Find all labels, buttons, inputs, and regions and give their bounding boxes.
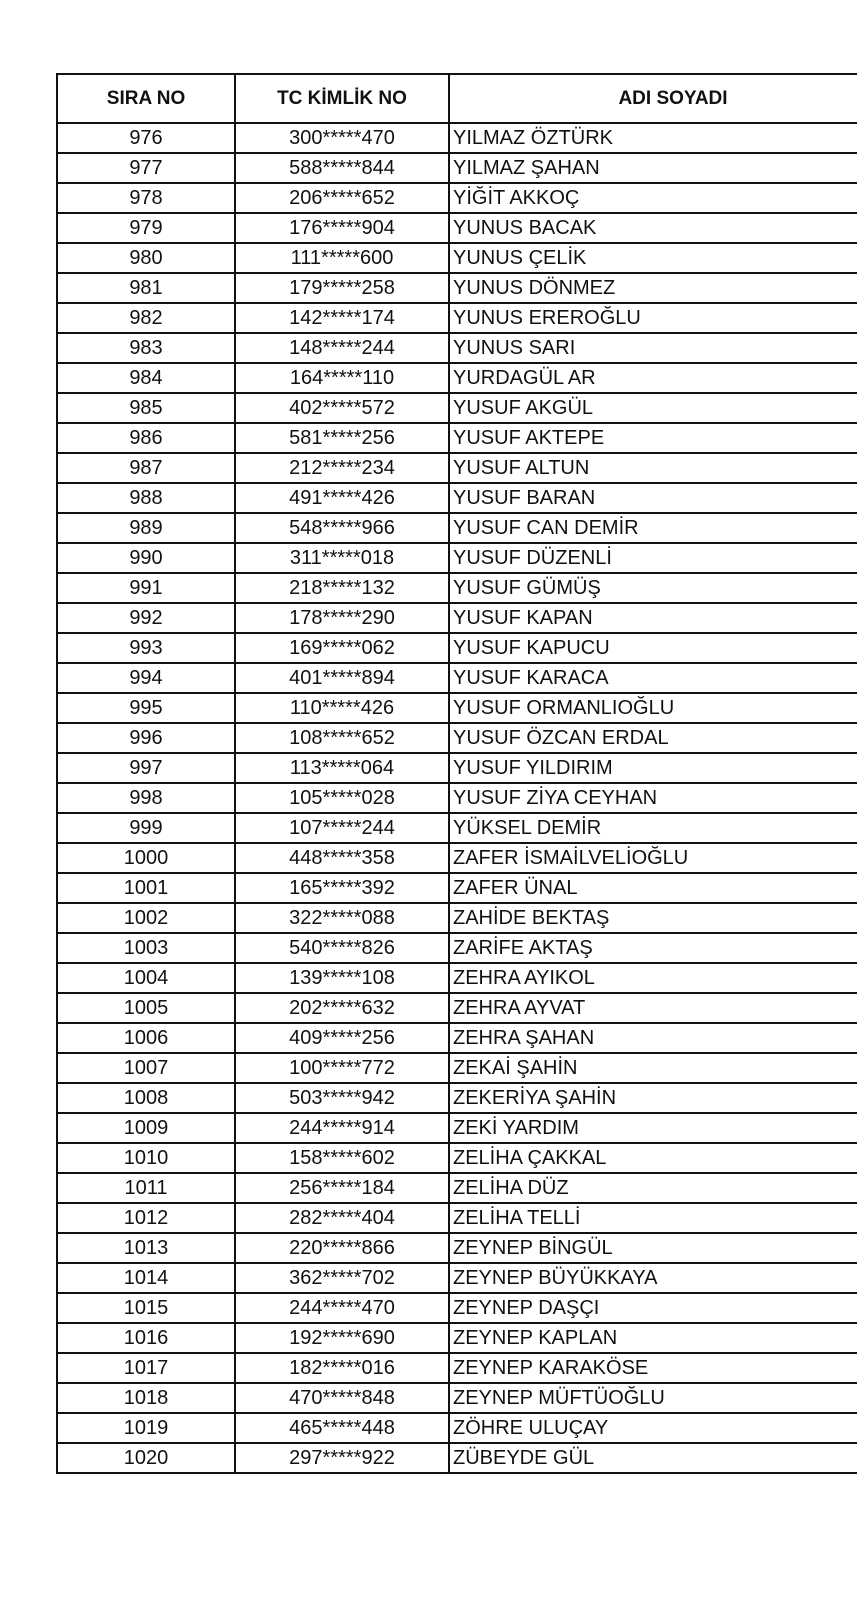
adi-soyadi-cell: YILMAZ ŞAHAN — [449, 153, 857, 183]
tc-kimlik-no-cell: 362*****702 — [235, 1263, 449, 1293]
sira-no-cell: 987 — [57, 453, 235, 483]
sira-no-cell: 998 — [57, 783, 235, 813]
adi-soyadi-cell: YUSUF GÜMÜŞ — [449, 573, 857, 603]
sira-no-cell: 1010 — [57, 1143, 235, 1173]
sira-no-cell: 981 — [57, 273, 235, 303]
tc-kimlik-no-cell: 282*****404 — [235, 1203, 449, 1233]
header-tc-kimlik-no: TC KİMLİK NO — [235, 74, 449, 123]
tc-kimlik-no-cell: 100*****772 — [235, 1053, 449, 1083]
table-row — [57, 1173, 857, 1203]
adi-soyadi-cell: YILMAZ ÖZTÜRK — [449, 123, 857, 153]
adi-soyadi-cell: ZÖHRE ULUÇAY — [449, 1413, 857, 1443]
table-row — [57, 1203, 857, 1233]
adi-soyadi-cell: YUSUF AKTEPE — [449, 423, 857, 453]
adi-soyadi-cell: ZEKİ YARDIM — [449, 1113, 857, 1143]
table-row — [57, 1383, 857, 1413]
tc-kimlik-no-cell: 148*****244 — [235, 333, 449, 363]
sira-no-cell: 995 — [57, 693, 235, 723]
tc-kimlik-no-cell: 244*****470 — [235, 1293, 449, 1323]
table-row — [57, 453, 857, 483]
tc-kimlik-no-cell: 470*****848 — [235, 1383, 449, 1413]
tc-kimlik-no-cell: 169*****062 — [235, 633, 449, 663]
adi-soyadi-cell: YUNUS DÖNMEZ — [449, 273, 857, 303]
adi-soyadi-cell: YUSUF ÖZCAN ERDAL — [449, 723, 857, 753]
tc-kimlik-no-cell: 164*****110 — [235, 363, 449, 393]
tc-kimlik-no-cell: 212*****234 — [235, 453, 449, 483]
table-row — [57, 993, 857, 1023]
adi-soyadi-cell: YUSUF KAPAN — [449, 603, 857, 633]
tc-kimlik-no-cell: 107*****244 — [235, 813, 449, 843]
tc-kimlik-no-cell: 158*****602 — [235, 1143, 449, 1173]
adi-soyadi-cell: YUSUF ALTUN — [449, 453, 857, 483]
sira-no-cell: 1005 — [57, 993, 235, 1023]
header-sira-no: SIRA NO — [57, 74, 235, 123]
tc-kimlik-no-cell: 588*****844 — [235, 153, 449, 183]
tc-kimlik-no-cell: 402*****572 — [235, 393, 449, 423]
sira-no-cell: 982 — [57, 303, 235, 333]
table-row — [57, 963, 857, 993]
table-row — [57, 543, 857, 573]
table-row — [57, 663, 857, 693]
table-row — [57, 1353, 857, 1383]
sira-no-cell: 988 — [57, 483, 235, 513]
table-row — [57, 1413, 857, 1443]
table-container — [56, 73, 857, 1474]
tc-kimlik-no-cell: 176*****904 — [235, 213, 449, 243]
tc-kimlik-no-cell: 297*****922 — [235, 1443, 449, 1473]
sira-no-cell: 990 — [57, 543, 235, 573]
table-row — [57, 813, 857, 843]
sira-no-cell: 992 — [57, 603, 235, 633]
adi-soyadi-cell: YİĞİT AKKOÇ — [449, 183, 857, 213]
tc-kimlik-no-cell: 448*****358 — [235, 843, 449, 873]
table-row — [57, 213, 857, 243]
tc-kimlik-no-cell: 165*****392 — [235, 873, 449, 903]
sira-no-cell: 1019 — [57, 1413, 235, 1443]
header-row — [57, 74, 857, 123]
table-row — [57, 573, 857, 603]
table-row — [57, 633, 857, 663]
adi-soyadi-cell: ZEHRA ŞAHAN — [449, 1023, 857, 1053]
sira-no-cell: 989 — [57, 513, 235, 543]
table-row — [57, 783, 857, 813]
sira-no-cell: 1006 — [57, 1023, 235, 1053]
adi-soyadi-cell: YUSUF ZİYA CEYHAN — [449, 783, 857, 813]
sira-no-cell: 985 — [57, 393, 235, 423]
sira-no-cell: 1012 — [57, 1203, 235, 1233]
table-row — [57, 1143, 857, 1173]
table-row — [57, 513, 857, 543]
sira-no-cell: 1020 — [57, 1443, 235, 1473]
tc-kimlik-no-cell: 105*****028 — [235, 783, 449, 813]
sira-no-cell: 1007 — [57, 1053, 235, 1083]
sira-no-cell: 1008 — [57, 1083, 235, 1113]
sira-no-cell: 991 — [57, 573, 235, 603]
table-row — [57, 1113, 857, 1143]
table-row — [57, 873, 857, 903]
adi-soyadi-cell: YUSUF DÜZENLİ — [449, 543, 857, 573]
table-row — [57, 1323, 857, 1353]
adi-soyadi-cell: ZELİHA TELLİ — [449, 1203, 857, 1233]
adi-soyadi-cell: ZEYNEP MÜFTÜOĞLU — [449, 1383, 857, 1413]
sira-no-cell: 1018 — [57, 1383, 235, 1413]
table-row — [57, 1083, 857, 1113]
tc-kimlik-no-cell: 110*****426 — [235, 693, 449, 723]
sira-no-cell: 1017 — [57, 1353, 235, 1383]
tc-kimlik-no-cell: 491*****426 — [235, 483, 449, 513]
tc-kimlik-no-cell: 465*****448 — [235, 1413, 449, 1443]
sira-no-cell: 986 — [57, 423, 235, 453]
sira-no-cell: 1013 — [57, 1233, 235, 1263]
tc-kimlik-no-cell: 540*****826 — [235, 933, 449, 963]
tc-kimlik-no-cell: 409*****256 — [235, 1023, 449, 1053]
sira-no-cell: 1001 — [57, 873, 235, 903]
sira-no-cell: 1016 — [57, 1323, 235, 1353]
table-row — [57, 333, 857, 363]
adi-soyadi-cell: YUSUF KAPUCU — [449, 633, 857, 663]
adi-soyadi-cell: YURDAGÜL AR — [449, 363, 857, 393]
tc-kimlik-no-cell: 220*****866 — [235, 1233, 449, 1263]
tc-kimlik-no-cell: 503*****942 — [235, 1083, 449, 1113]
sira-no-cell: 1003 — [57, 933, 235, 963]
table-row — [57, 753, 857, 783]
table-header — [57, 74, 857, 123]
sira-no-cell: 977 — [57, 153, 235, 183]
tc-kimlik-no-cell: 206*****652 — [235, 183, 449, 213]
table-row — [57, 843, 857, 873]
tc-kimlik-no-cell: 311*****018 — [235, 543, 449, 573]
table-row — [57, 1023, 857, 1053]
sira-no-cell: 978 — [57, 183, 235, 213]
adi-soyadi-cell: ZEKERİYA ŞAHİN — [449, 1083, 857, 1113]
tc-kimlik-no-cell: 178*****290 — [235, 603, 449, 633]
table-row — [57, 1293, 857, 1323]
tc-kimlik-no-cell: 111*****600 — [235, 243, 449, 273]
tc-kimlik-no-cell: 218*****132 — [235, 573, 449, 603]
sira-no-cell: 979 — [57, 213, 235, 243]
sira-no-cell: 1014 — [57, 1263, 235, 1293]
table-row — [57, 933, 857, 963]
table-row — [57, 1233, 857, 1263]
adi-soyadi-cell: YUNUS SARI — [449, 333, 857, 363]
sira-no-cell: 999 — [57, 813, 235, 843]
sira-no-cell: 1009 — [57, 1113, 235, 1143]
sira-no-cell: 993 — [57, 633, 235, 663]
sira-no-cell: 1000 — [57, 843, 235, 873]
table-body — [57, 123, 857, 1473]
adi-soyadi-cell: ZEYNEP KAPLAN — [449, 1323, 857, 1353]
tc-kimlik-no-cell: 244*****914 — [235, 1113, 449, 1143]
table-row — [57, 303, 857, 333]
adi-soyadi-cell: ZARİFE AKTAŞ — [449, 933, 857, 963]
tc-kimlik-no-cell: 179*****258 — [235, 273, 449, 303]
adi-soyadi-cell: ZÜBEYDE GÜL — [449, 1443, 857, 1473]
tc-kimlik-no-cell: 401*****894 — [235, 663, 449, 693]
sira-no-cell: 997 — [57, 753, 235, 783]
adi-soyadi-cell: YUSUF YILDIRIM — [449, 753, 857, 783]
sira-no-cell: 994 — [57, 663, 235, 693]
table-row — [57, 1263, 857, 1293]
tc-kimlik-no-cell: 142*****174 — [235, 303, 449, 333]
sira-no-cell: 1011 — [57, 1173, 235, 1203]
adi-soyadi-cell: ZEYNEP KARAKÖSE — [449, 1353, 857, 1383]
tc-kimlik-no-cell: 322*****088 — [235, 903, 449, 933]
sira-no-cell: 980 — [57, 243, 235, 273]
tc-kimlik-no-cell: 192*****690 — [235, 1323, 449, 1353]
person-list-table — [56, 73, 857, 1474]
adi-soyadi-cell: YUSUF AKGÜL — [449, 393, 857, 423]
tc-kimlik-no-cell: 256*****184 — [235, 1173, 449, 1203]
table-row — [57, 153, 857, 183]
table-row — [57, 1443, 857, 1473]
adi-soyadi-cell: ZEHRA AYIKOL — [449, 963, 857, 993]
table-row — [57, 693, 857, 723]
table-row — [57, 183, 857, 213]
table-row — [57, 243, 857, 273]
tc-kimlik-no-cell: 182*****016 — [235, 1353, 449, 1383]
tc-kimlik-no-cell: 113*****064 — [235, 753, 449, 783]
table-row — [57, 1053, 857, 1083]
sira-no-cell: 1015 — [57, 1293, 235, 1323]
sira-no-cell: 1004 — [57, 963, 235, 993]
adi-soyadi-cell: ZAFER İSMAİLVELİOĞLU — [449, 843, 857, 873]
table-row — [57, 483, 857, 513]
adi-soyadi-cell: YUSUF KARACA — [449, 663, 857, 693]
adi-soyadi-cell: ZELİHA DÜZ — [449, 1173, 857, 1203]
adi-soyadi-cell: YUSUF BARAN — [449, 483, 857, 513]
adi-soyadi-cell: YUNUS BACAK — [449, 213, 857, 243]
adi-soyadi-cell: ZAHİDE BEKTAŞ — [449, 903, 857, 933]
adi-soyadi-cell: ZEYNEP BÜYÜKKAYA — [449, 1263, 857, 1293]
table-row — [57, 123, 857, 153]
sira-no-cell: 976 — [57, 123, 235, 153]
sira-no-cell: 996 — [57, 723, 235, 753]
adi-soyadi-cell: ZELİHA ÇAKKAL — [449, 1143, 857, 1173]
tc-kimlik-no-cell: 548*****966 — [235, 513, 449, 543]
tc-kimlik-no-cell: 202*****632 — [235, 993, 449, 1023]
tc-kimlik-no-cell: 139*****108 — [235, 963, 449, 993]
table-row — [57, 423, 857, 453]
adi-soyadi-cell: ZEYNEP DAŞÇI — [449, 1293, 857, 1323]
header-adi-soyadi: ADI SOYADI — [449, 74, 857, 123]
adi-soyadi-cell: YÜKSEL DEMİR — [449, 813, 857, 843]
sira-no-cell: 983 — [57, 333, 235, 363]
adi-soyadi-cell: ZAFER ÜNAL — [449, 873, 857, 903]
adi-soyadi-cell: YUNUS EREROĞLU — [449, 303, 857, 333]
adi-soyadi-cell: ZEHRA AYVAT — [449, 993, 857, 1023]
adi-soyadi-cell: YUSUF ORMANLIOĞLU — [449, 693, 857, 723]
table-row — [57, 903, 857, 933]
adi-soyadi-cell: ZEKAİ ŞAHİN — [449, 1053, 857, 1083]
table-row — [57, 393, 857, 423]
table-row — [57, 363, 857, 393]
table-row — [57, 273, 857, 303]
tc-kimlik-no-cell: 581*****256 — [235, 423, 449, 453]
table-row — [57, 603, 857, 633]
adi-soyadi-cell: YUNUS ÇELİK — [449, 243, 857, 273]
adi-soyadi-cell: YUSUF CAN DEMİR — [449, 513, 857, 543]
tc-kimlik-no-cell: 108*****652 — [235, 723, 449, 753]
tc-kimlik-no-cell: 300*****470 — [235, 123, 449, 153]
adi-soyadi-cell: ZEYNEP BİNGÜL — [449, 1233, 857, 1263]
sira-no-cell: 1002 — [57, 903, 235, 933]
sira-no-cell: 984 — [57, 363, 235, 393]
table-row — [57, 723, 857, 753]
